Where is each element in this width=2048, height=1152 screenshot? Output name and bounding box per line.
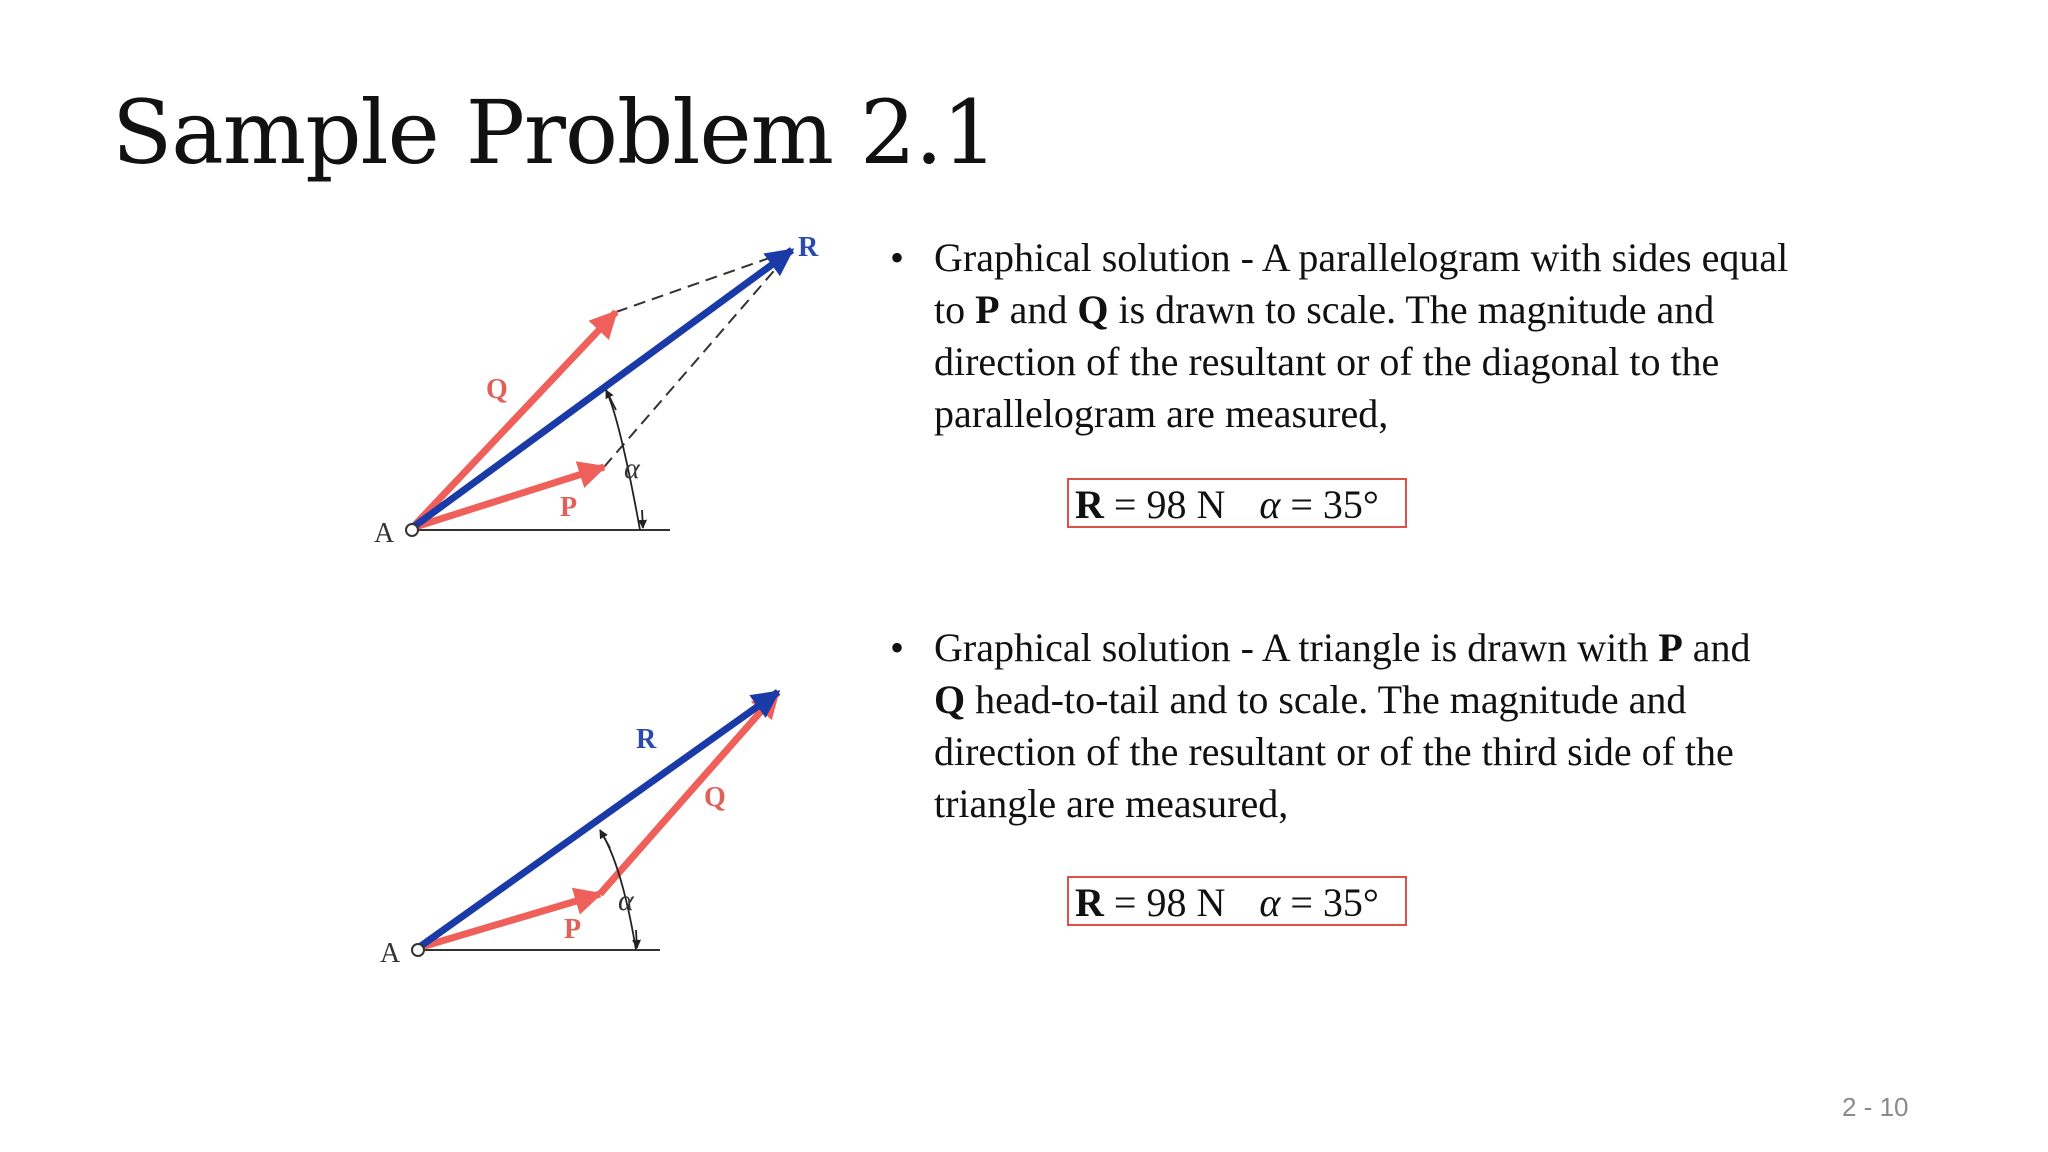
result-box-triangle: R = 98 N α = 35° bbox=[1067, 876, 1407, 926]
vector-r-arrow bbox=[418, 692, 778, 948]
result-box-parallelogram: R = 98 N α = 35° bbox=[1067, 478, 1407, 528]
angle-arrow-top bbox=[600, 830, 610, 848]
r-label: R bbox=[636, 724, 657, 755]
bullet-triangle bbox=[890, 622, 1790, 830]
p-label: P bbox=[564, 914, 582, 945]
angle-arrow-bottom bbox=[636, 930, 637, 948]
triangle-diagram bbox=[360, 660, 840, 980]
angle-arrow-bottom bbox=[642, 510, 643, 528]
origin-point bbox=[406, 524, 418, 536]
slide-title: Sample Problem 2.1 bbox=[112, 81, 997, 184]
q-label: Q bbox=[704, 782, 726, 813]
bullet-text: Graphical solution - A parallelogram with sides equal to P and Q is drawn to scale. The magnitude and direction of the resultant or of the diagonal to the parallelogram are measured, bbox=[934, 235, 1789, 436]
page-number: 2 - 10 bbox=[1842, 1092, 1909, 1122]
p-label: P bbox=[560, 492, 578, 523]
dashed-line-q-to-r bbox=[616, 250, 792, 312]
parallelogram-diagram bbox=[360, 220, 840, 560]
origin-label: A bbox=[374, 518, 395, 549]
origin-point bbox=[412, 944, 424, 956]
vector-r-arrow bbox=[412, 250, 792, 528]
r-label: R bbox=[798, 232, 819, 263]
angle-arrow-top bbox=[606, 390, 616, 410]
bullet-marker: • bbox=[890, 235, 905, 280]
origin-label: A bbox=[380, 938, 401, 969]
angle-label: α bbox=[618, 884, 634, 917]
vector-q-arrow bbox=[600, 692, 778, 894]
bullet-marker: • bbox=[890, 625, 905, 670]
q-label: Q bbox=[486, 374, 508, 405]
angle-label: α bbox=[624, 452, 640, 485]
bullet-text: Graphical solution - A triangle is drawn with P and Q head-to-tail and to scale. The magnitude and direction of the resultant or of the third side of the triangle are measured, bbox=[934, 625, 1751, 826]
bullet-parallelogram bbox=[890, 232, 1790, 440]
